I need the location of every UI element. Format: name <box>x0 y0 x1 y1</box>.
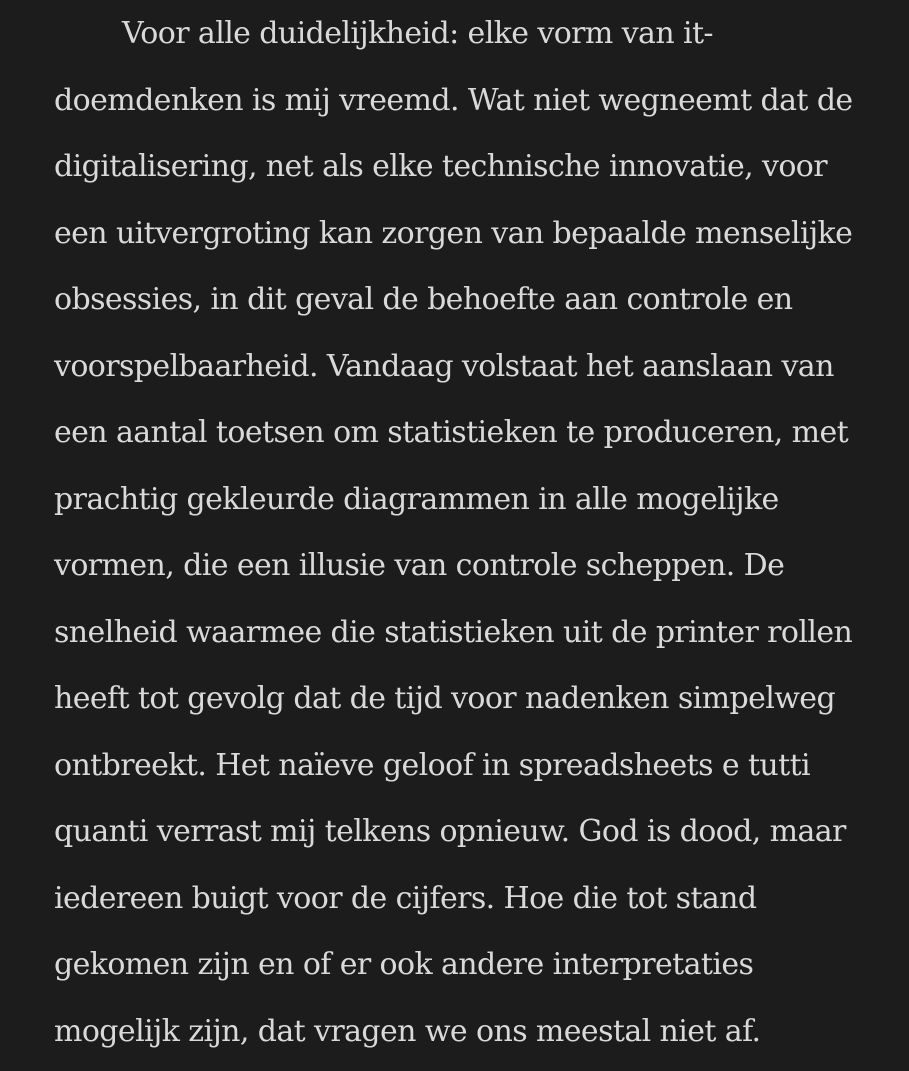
text-line: doemdenken is mij vreemd. Wat niet wegneemt dat de <box>54 82 853 118</box>
text-line: heeft tot gevolg dat de tijd voor nadenken simpelweg <box>54 681 836 716</box>
text-line: ontbreekt. Het naïeve geloof in spreadsheets e tutti <box>54 747 811 783</box>
text-line: mogelijk zijn, dat vragen we ons meestal niet af. <box>54 1013 761 1049</box>
text-line: voorspelbaarheid. Vandaag volstaat het aanslaan van <box>54 348 834 384</box>
reader-page <box>0 1 909 1071</box>
text-line: digitalisering, net als elke technische innovatie, voor <box>54 149 827 184</box>
text-line: iedereen buigt voor de cijfers. Hoe die tot stand <box>54 880 757 916</box>
text-line: prachtig gekleurde diagrammen in alle mogelijke <box>54 481 779 517</box>
text-line: een aantal toetsen om statistieken te produceren, met <box>54 415 849 450</box>
text-line: een uitvergroting kan zorgen van bepaalde menselijke <box>54 215 853 251</box>
text-line: snelheid waarmee die statistieken uit de printer rollen <box>54 614 853 650</box>
text-line: gekomen zijn en of er ook andere interpretaties <box>54 947 754 982</box>
text-line: quanti verrast mij telkens opnieuw. God is dood, maar <box>54 814 846 849</box>
text-line: obsessies, in dit geval de behoefte aan controle en <box>54 282 793 317</box>
text-line: Voor alle duidelijkheid: elke vorm van it- <box>122 16 713 51</box>
body-paragraph <box>54 1 869 1065</box>
text-line: vormen, die een illusie van controle scheppen. De <box>54 548 785 583</box>
text-column <box>54 1 869 1065</box>
